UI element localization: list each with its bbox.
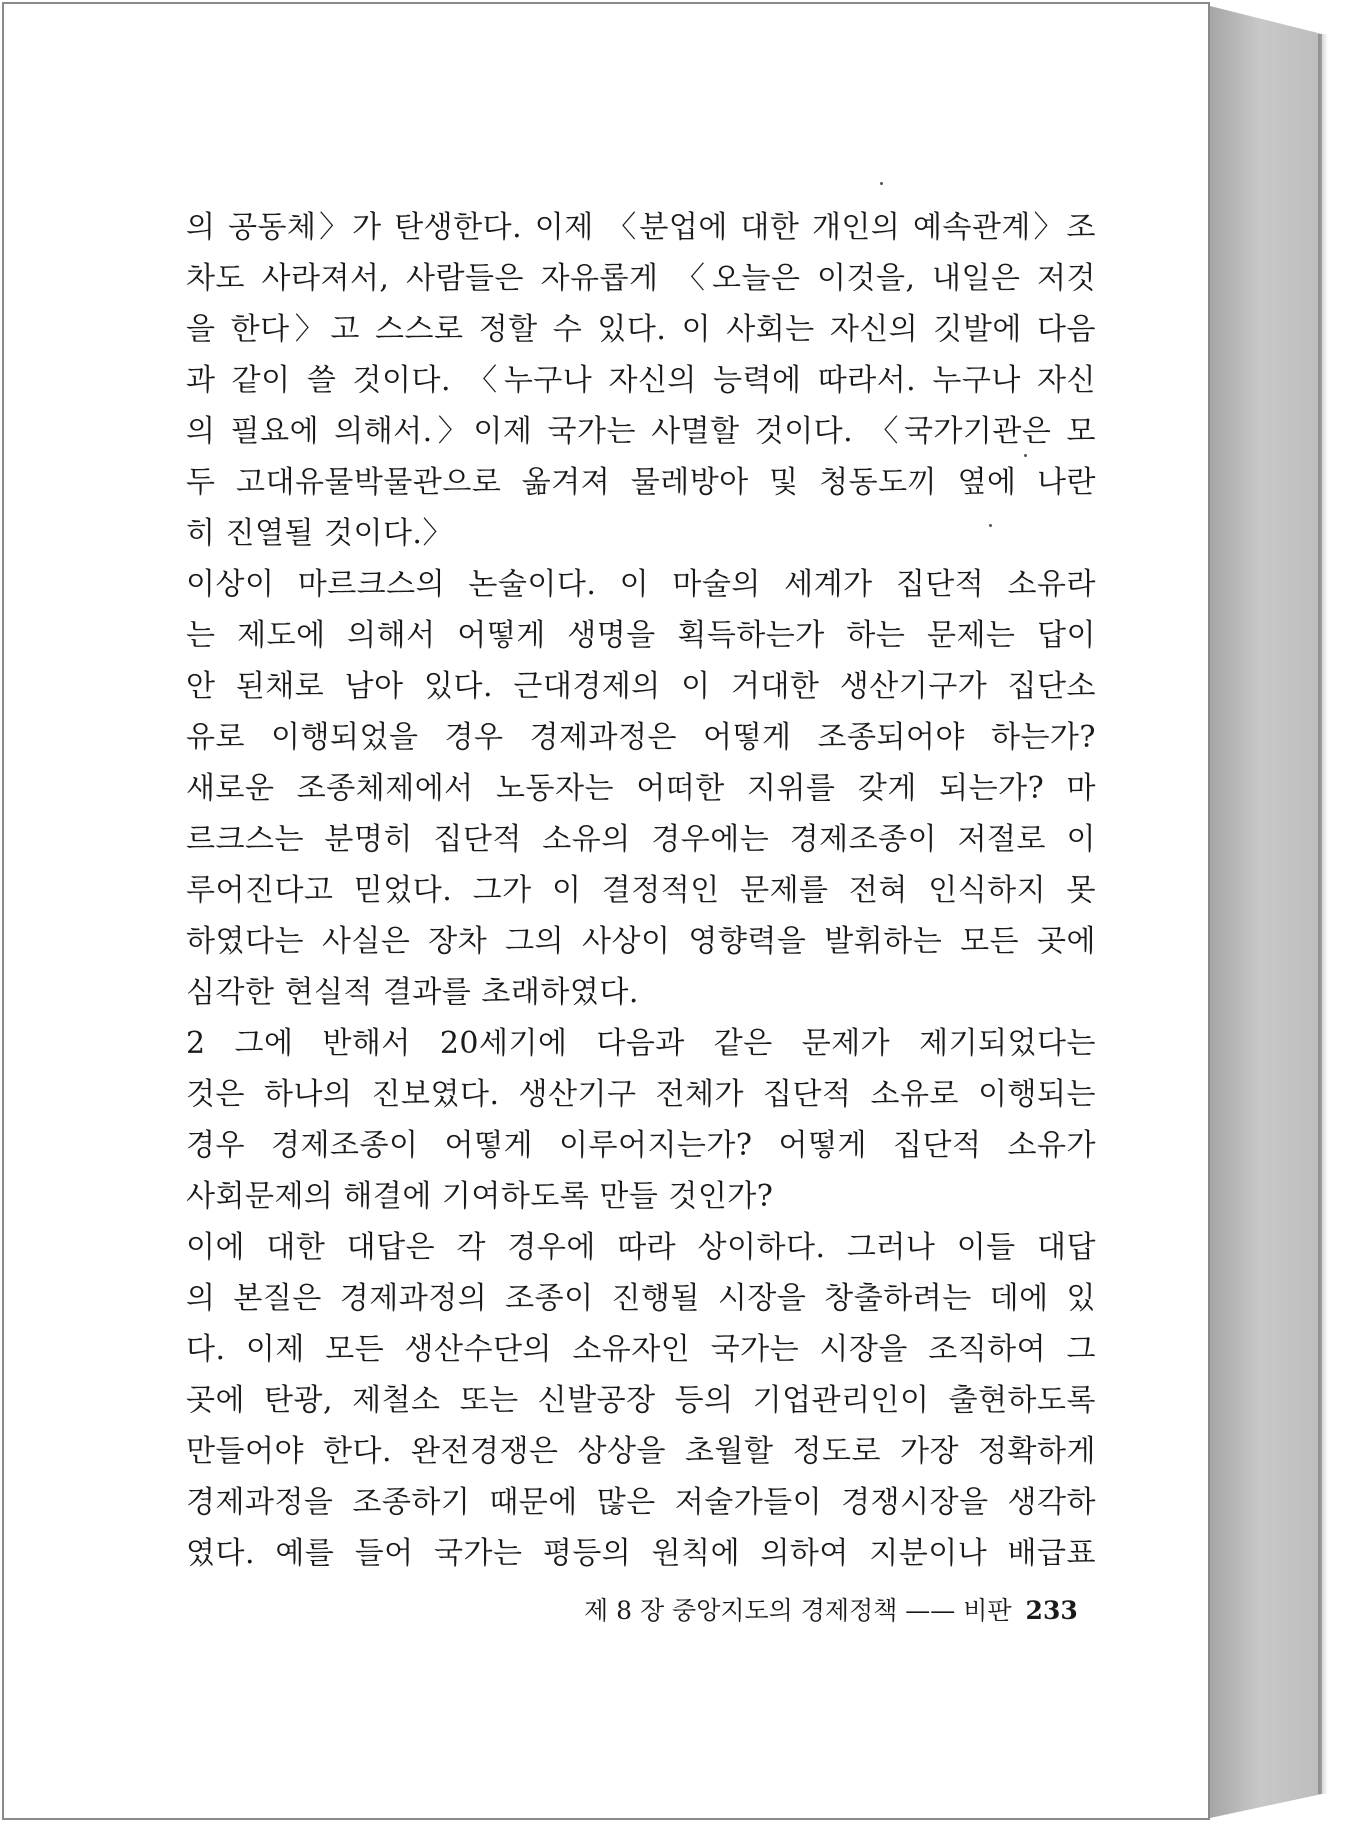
text-line: 새로운 조종체제에서 노동자는 어떠한 지위를 갖게 되는가? 마 — [186, 771, 1096, 806]
text-line: 는 제도에 의해서 어떻게 생명을 획득하는가 하는 문제는 답이 — [186, 618, 1096, 653]
text-line: 사회문제의 해결에 기여하도록 만들 것인가? — [186, 1179, 774, 1214]
text-line: 의 공동체〉가 탄생한다. 이제 〈분업에 대한 개인의 예속관계〉조 — [186, 210, 1096, 245]
text-line: 이상이 마르크스의 논술이다. 이 마술의 세계가 집단적 소유라 — [186, 567, 1096, 602]
text-line: 안 된채로 남아 있다. 근대경제의 이 거대한 생산기구가 집단소 — [186, 669, 1096, 704]
text-line: 루어진다고 믿었다. 그가 이 결정적인 문제를 전혀 인식하지 못 — [186, 873, 1096, 908]
text-line: 의 필요에 의해서.〉이제 국가는 사멸할 것이다. 〈국가기관은 모 — [186, 414, 1096, 449]
scan-speck — [880, 182, 883, 185]
text-line: 르크스는 분명히 집단적 소유의 경우에는 경제조종이 저절로 이 — [186, 822, 1096, 857]
body-text — [186, 202, 1096, 1579]
book-page — [2, 2, 1210, 1820]
text-line: 경제과정을 조종하기 때문에 많은 저술가들이 경쟁시장을 생각하 — [186, 1485, 1096, 1520]
text-line: 경우 경제조종이 어떻게 이루어지는가? 어떻게 집단적 소유가 — [186, 1128, 1096, 1163]
book-page-edges — [1210, 6, 1322, 1818]
book-edge-shadow — [1318, 34, 1328, 1794]
text-line: 였다. 예를 들어 국가는 평등의 원칙에 의하여 지분이나 배급표 — [186, 1536, 1096, 1571]
page-footer — [584, 1594, 1078, 1628]
text-line: 2 그에 반해서 20세기에 다음과 같은 문제가 제기되었다는 — [186, 1026, 1096, 1061]
text-line: 과 같이 쓸 것이다. 〈누구나 자신의 능력에 따라서. 누구나 자신 — [186, 363, 1096, 398]
text-line: 것은 하나의 진보였다. 생산기구 전체가 집단적 소유로 이행되는 — [186, 1077, 1096, 1112]
text-line: 을 한다〉고 스스로 정할 수 있다. 이 사회는 자신의 깃발에 다음 — [186, 312, 1096, 347]
text-line: 이에 대한 대답은 각 경우에 따라 상이하다. 그러나 이들 대답 — [186, 1230, 1096, 1265]
text-line: 의 본질은 경제과정의 조종이 진행될 시장을 창출하려는 데에 있 — [186, 1281, 1096, 1316]
text-line: 히 진열될 것이다.〉 — [186, 516, 453, 551]
page-number: 233 — [1025, 1596, 1078, 1625]
text-line: 유로 이행되었을 경우 경제과정은 어떻게 조종되어야 하는가? — [186, 720, 1096, 755]
text-line: 만들어야 한다. 완전경쟁은 상상을 초월할 정도로 가장 정확하게 — [186, 1434, 1096, 1469]
text-line: 하였다는 사실은 장차 그의 사상이 영향력을 발휘하는 모든 곳에 — [186, 924, 1096, 959]
text-line: 두 고대유물박물관으로 옮겨져 물레방아 및 청동도끼 옆에 나란 — [186, 465, 1096, 500]
text-line: 심각한 현실적 결과를 초래하였다. — [186, 975, 639, 1010]
text-line: 곳에 탄광, 제철소 또는 신발공장 등의 기업관리인이 출현하도록 — [186, 1383, 1096, 1418]
text-line: 다. 이제 모든 생산수단의 소유자인 국가는 시장을 조직하여 그 — [186, 1332, 1096, 1367]
text-line: 차도 사라져서, 사람들은 자유롭게 〈오늘은 이것을, 내일은 저것 — [186, 261, 1096, 296]
chapter-title: 제 8 장 중앙지도의 경제정책 —— 비판 — [584, 1596, 1012, 1625]
